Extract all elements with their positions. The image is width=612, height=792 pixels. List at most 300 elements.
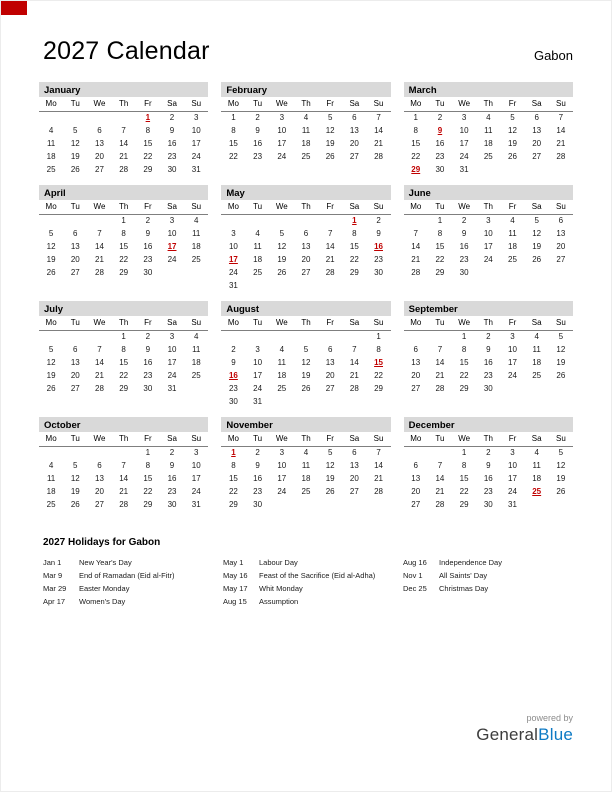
day-cell — [366, 498, 390, 511]
day-cell: 26 — [70, 500, 80, 509]
day-cell: 7 — [437, 461, 443, 470]
day-cell — [184, 382, 208, 395]
day-cell: 1 — [352, 216, 357, 226]
day-cell — [294, 395, 318, 408]
holiday-item — [43, 569, 213, 582]
day-cell: 15 — [459, 358, 469, 367]
day-cell: 21 — [435, 371, 445, 380]
day-cell: 25 — [532, 487, 542, 496]
day-cell: 20 — [349, 474, 359, 483]
day-cell: 31 — [228, 281, 238, 290]
day-cell: 1 — [461, 332, 467, 342]
day-cell: 6 — [97, 461, 102, 470]
day-cell: 23 — [483, 487, 493, 496]
day-cell: 6 — [73, 345, 78, 354]
day-cell: 27 — [70, 268, 80, 277]
month-title: October — [39, 417, 208, 432]
day-cell: 27 — [70, 384, 80, 393]
month-title: January — [39, 82, 208, 97]
month-september — [404, 301, 573, 395]
weekday-label: Su — [366, 316, 390, 330]
day-cell: 16 — [253, 139, 263, 148]
day-cell: 11 — [484, 126, 493, 135]
day-cell — [342, 498, 366, 511]
day-cell: 30 — [167, 500, 177, 509]
holiday-date: May 17 — [223, 584, 248, 593]
holiday-name: End of Ramadan (Eid al-Fitr) — [79, 571, 175, 580]
weekday-label: Fr — [500, 97, 524, 111]
weekday-label: Mo — [221, 316, 245, 330]
day-cell: 24 — [191, 152, 201, 161]
day-cell: 18 — [532, 358, 542, 367]
day-cell: 25 — [191, 255, 201, 264]
weekday-label: Tu — [246, 97, 270, 111]
day-cell: 13 — [95, 474, 104, 483]
month-may — [221, 185, 390, 292]
day-cell: 18 — [253, 255, 263, 264]
day-cell — [366, 279, 390, 292]
holiday-name: Independence Day — [439, 558, 502, 567]
day-cell: 18 — [532, 474, 542, 483]
day-cell: 6 — [303, 229, 309, 238]
month-title: May — [221, 185, 390, 200]
weekday-label: Mo — [221, 97, 245, 111]
day-cell — [160, 266, 184, 279]
holiday-column — [403, 556, 573, 595]
day-cell: 5 — [534, 216, 539, 226]
weekday-label: We — [270, 200, 294, 214]
weekday-label: Sa — [160, 432, 184, 446]
day-cell: 25 — [301, 152, 311, 161]
weekday-label: Sa — [342, 200, 366, 214]
holiday-item — [223, 569, 393, 582]
weekday-label: Sa — [525, 97, 549, 111]
holiday-item — [223, 556, 393, 569]
month-october — [39, 417, 208, 511]
day-cell: 4 — [48, 126, 54, 135]
day-cell — [525, 266, 549, 279]
holiday-column — [43, 556, 213, 608]
day-cell: 11 — [301, 126, 311, 135]
holiday-item — [43, 595, 213, 608]
holiday-name: Assumption — [259, 597, 299, 606]
day-cell: 26 — [70, 165, 80, 174]
day-cell: 20 — [349, 139, 359, 148]
day-cell — [428, 446, 452, 459]
day-cell: 25 — [277, 384, 287, 393]
day-cell: 30 — [374, 268, 383, 277]
weekday-label: Su — [549, 316, 573, 330]
day-cell — [294, 330, 318, 343]
day-cell: 26 — [556, 371, 566, 380]
day-cell: 9 — [486, 461, 491, 470]
month-table — [404, 97, 573, 176]
day-cell: 6 — [413, 461, 418, 470]
day-cell: 17 — [483, 242, 493, 251]
day-cell: 30 — [483, 384, 493, 393]
day-cell: 8 — [461, 461, 467, 470]
month-january — [39, 82, 208, 176]
day-cell — [525, 163, 549, 176]
month-title: March — [404, 82, 573, 97]
month-march — [404, 82, 573, 176]
day-cell: 27 — [95, 500, 104, 509]
day-cell: 15 — [228, 474, 238, 483]
day-cell: 17 — [253, 371, 263, 380]
day-cell: 14 — [119, 139, 129, 148]
weekday-label: Fr — [136, 97, 160, 111]
weekday-label: Tu — [428, 200, 452, 214]
holidays-columns — [43, 556, 573, 608]
holidays-section — [43, 537, 573, 608]
day-cell — [184, 266, 208, 279]
day-cell: 9 — [255, 461, 260, 470]
holiday-date: Nov 1 — [403, 571, 423, 580]
day-cell: 28 — [374, 152, 383, 161]
day-cell: 17 — [228, 255, 238, 264]
day-cell: 28 — [119, 500, 129, 509]
day-cell: 15 — [459, 474, 469, 483]
day-cell: 15 — [349, 242, 359, 251]
day-cell: 15 — [228, 139, 238, 148]
day-cell: 3 — [486, 216, 491, 226]
day-cell — [342, 395, 366, 408]
weekday-label: Su — [184, 97, 208, 111]
day-cell: 31 — [253, 397, 263, 406]
day-cell: 18 — [508, 242, 517, 251]
day-cell: 12 — [532, 229, 542, 238]
holiday-name: Christmas Day — [439, 584, 489, 593]
month-title: June — [404, 185, 573, 200]
day-cell: 7 — [376, 448, 381, 458]
day-cell: 10 — [277, 126, 287, 135]
day-cell: 20 — [411, 487, 421, 496]
day-cell — [366, 395, 390, 408]
day-cell: 8 — [437, 229, 443, 238]
day-cell: 19 — [70, 152, 80, 161]
day-cell: 16 — [167, 474, 177, 483]
day-cell: 12 — [46, 242, 56, 251]
weekday-label: Fr — [318, 316, 342, 330]
day-cell: 5 — [303, 345, 309, 354]
holiday-name: Labour Day — [259, 558, 298, 567]
month-title: April — [39, 185, 208, 200]
day-cell: 10 — [228, 242, 238, 251]
day-cell: 21 — [119, 487, 129, 496]
holiday-item — [43, 582, 213, 595]
day-cell: 25 — [253, 268, 263, 277]
weekday-label: Tu — [63, 316, 87, 330]
month-table — [404, 316, 573, 395]
day-cell: 5 — [48, 345, 54, 354]
day-cell: 10 — [253, 358, 263, 367]
day-cell — [318, 279, 342, 292]
day-cell: 13 — [349, 461, 359, 470]
day-cell: 29 — [119, 268, 129, 277]
day-cell: 17 — [277, 139, 287, 148]
day-cell: 17 — [277, 474, 287, 483]
day-cell: 16 — [167, 139, 177, 148]
day-cell — [221, 214, 245, 227]
day-cell: 10 — [508, 345, 517, 354]
day-cell: 23 — [143, 255, 153, 264]
weekday-label: Fr — [318, 200, 342, 214]
day-cell: 14 — [325, 242, 335, 251]
weekday-label: We — [87, 316, 111, 330]
weekday-label: Th — [476, 316, 500, 330]
day-cell: 7 — [413, 229, 418, 238]
day-cell: 29 — [119, 384, 129, 393]
day-cell: 5 — [73, 126, 78, 135]
day-cell — [294, 498, 318, 511]
weekday-label: Sa — [160, 316, 184, 330]
day-cell — [63, 111, 87, 124]
day-cell: 6 — [352, 113, 357, 123]
day-cell: 3 — [461, 113, 467, 123]
day-cell: 29 — [411, 165, 421, 174]
weekday-label: Su — [549, 432, 573, 446]
holiday-date: Aug 16 — [403, 558, 427, 567]
day-cell: 9 — [145, 345, 151, 354]
weekday-label: Sa — [525, 316, 549, 330]
month-table — [221, 97, 390, 163]
weekday-label: Tu — [246, 200, 270, 214]
months-grid — [39, 82, 573, 511]
day-cell — [404, 214, 428, 227]
day-cell: 12 — [277, 242, 287, 251]
weekday-label: Th — [476, 432, 500, 446]
day-cell — [270, 214, 294, 227]
day-cell: 7 — [97, 229, 102, 238]
day-cell: 1 — [121, 216, 126, 226]
day-cell — [221, 330, 245, 343]
day-cell: 3 — [194, 113, 199, 123]
day-cell: 17 — [191, 474, 201, 483]
holiday-name: Easter Monday — [79, 584, 130, 593]
day-cell: 28 — [556, 152, 566, 161]
day-cell: 23 — [253, 487, 263, 496]
day-cell: 26 — [532, 255, 542, 264]
day-cell: 29 — [143, 165, 153, 174]
day-cell: 28 — [95, 268, 104, 277]
day-cell: 26 — [46, 268, 56, 277]
day-cell: 18 — [301, 474, 311, 483]
day-cell: 28 — [95, 384, 104, 393]
day-cell: 22 — [228, 487, 238, 496]
day-cell: 19 — [301, 371, 311, 380]
day-cell: 8 — [461, 345, 467, 354]
month-table — [39, 316, 208, 395]
day-cell: 6 — [413, 345, 418, 354]
day-cell — [476, 163, 500, 176]
weekday-label: Fr — [318, 432, 342, 446]
day-cell: 18 — [46, 152, 56, 161]
holiday-name: Feast of the Sacrifice (Eid al-Adha) — [259, 571, 376, 580]
holidays-title: 2027 Holidays for Gabon — [43, 537, 161, 548]
day-cell: 5 — [558, 332, 564, 342]
day-cell — [342, 279, 366, 292]
day-cell: 10 — [277, 461, 287, 470]
day-cell: 21 — [556, 139, 566, 148]
day-cell: 4 — [279, 345, 285, 354]
day-cell: 20 — [532, 139, 542, 148]
day-cell: 16 — [143, 242, 153, 251]
day-cell: 20 — [95, 487, 104, 496]
weekday-label: Mo — [404, 97, 428, 111]
day-cell: 1 — [121, 332, 126, 342]
day-cell: 14 — [556, 126, 566, 135]
day-cell: 23 — [167, 487, 177, 496]
weekday-label: Th — [112, 316, 136, 330]
holiday-item — [403, 582, 573, 595]
day-cell — [39, 330, 63, 343]
day-cell: 2 — [169, 113, 175, 123]
day-cell: 20 — [301, 255, 311, 264]
day-cell: 20 — [70, 255, 80, 264]
day-cell: 12 — [508, 126, 517, 135]
month-table — [404, 200, 573, 279]
day-cell: 8 — [145, 461, 151, 470]
day-cell: 7 — [97, 345, 102, 354]
holiday-item — [403, 556, 573, 569]
day-cell: 4 — [194, 216, 199, 226]
weekday-label: Mo — [39, 432, 63, 446]
weekday-label: Mo — [39, 97, 63, 111]
holiday-item — [403, 569, 573, 582]
day-cell: 6 — [534, 113, 539, 123]
day-cell: 2 — [255, 113, 260, 123]
day-cell: 5 — [510, 113, 515, 123]
day-cell: 26 — [556, 487, 566, 496]
day-cell: 27 — [556, 255, 566, 264]
day-cell: 7 — [558, 113, 564, 123]
weekday-label: Su — [366, 97, 390, 111]
month-title: December — [404, 417, 573, 432]
day-cell: 29 — [143, 500, 153, 509]
weekday-label: Mo — [404, 432, 428, 446]
day-cell — [39, 111, 63, 124]
day-cell: 3 — [231, 229, 236, 238]
day-cell — [294, 214, 318, 227]
day-cell: 30 — [167, 165, 177, 174]
day-cell: 19 — [556, 474, 566, 483]
day-cell: 25 — [532, 371, 542, 380]
day-cell: 8 — [231, 461, 236, 470]
day-cell: 2 — [145, 216, 151, 226]
day-cell: 20 — [325, 371, 335, 380]
day-cell: 9 — [376, 229, 381, 238]
day-cell: 1 — [437, 216, 443, 226]
day-cell: 2 — [255, 448, 260, 458]
day-cell: 24 — [508, 371, 517, 380]
day-cell: 4 — [194, 332, 199, 342]
day-cell — [246, 214, 270, 227]
weekday-label: We — [87, 200, 111, 214]
day-cell: 22 — [459, 487, 469, 496]
holiday-date: Dec 25 — [403, 584, 427, 593]
day-cell: 2 — [231, 345, 236, 354]
day-cell: 24 — [277, 487, 287, 496]
month-april — [39, 185, 208, 279]
day-cell — [525, 382, 549, 395]
day-cell: 24 — [167, 371, 177, 380]
day-cell — [404, 330, 428, 343]
day-cell: 6 — [352, 448, 357, 458]
day-cell: 31 — [191, 500, 201, 509]
weekday-label: Tu — [428, 97, 452, 111]
holiday-name: Women's Day — [79, 597, 126, 606]
day-cell: 18 — [483, 139, 493, 148]
month-table — [404, 432, 573, 511]
month-table — [221, 432, 390, 511]
month-table — [39, 200, 208, 279]
day-cell: 25 — [508, 255, 517, 264]
weekday-label: Sa — [160, 200, 184, 214]
day-cell: 21 — [349, 371, 359, 380]
holiday-item — [223, 595, 393, 608]
day-cell: 15 — [143, 474, 153, 483]
day-cell — [549, 498, 573, 511]
day-cell: 10 — [191, 126, 201, 135]
weekday-label: Fr — [136, 200, 160, 214]
weekday-label: Th — [294, 432, 318, 446]
day-cell — [404, 446, 428, 459]
day-cell: 16 — [228, 371, 238, 380]
day-cell: 25 — [46, 500, 56, 509]
weekday-label: Su — [366, 432, 390, 446]
day-cell: 13 — [411, 474, 421, 483]
weekday-label: Mo — [404, 200, 428, 214]
day-cell: 9 — [437, 126, 443, 135]
day-cell: 12 — [70, 139, 80, 148]
day-cell: 13 — [325, 358, 335, 367]
day-cell — [500, 266, 524, 279]
weekday-label: We — [452, 432, 476, 446]
weekday-label: Th — [112, 97, 136, 111]
day-cell — [549, 163, 573, 176]
day-cell: 29 — [459, 384, 469, 393]
weekday-label: Sa — [342, 316, 366, 330]
day-cell — [63, 446, 87, 459]
day-cell: 26 — [277, 268, 287, 277]
day-cell: 23 — [435, 152, 445, 161]
day-cell: 29 — [435, 268, 445, 277]
day-cell: 15 — [143, 139, 153, 148]
weekday-label: Tu — [63, 97, 87, 111]
day-cell: 23 — [483, 371, 493, 380]
day-cell: 3 — [169, 332, 175, 342]
day-cell: 29 — [459, 500, 469, 509]
day-cell — [525, 498, 549, 511]
day-cell: 28 — [411, 268, 421, 277]
day-cell: 4 — [303, 113, 309, 123]
weekday-label: Mo — [404, 316, 428, 330]
day-cell: 4 — [510, 216, 515, 226]
day-cell: 2 — [461, 216, 467, 226]
day-cell — [270, 498, 294, 511]
day-cell: 22 — [349, 255, 359, 264]
day-cell: 8 — [352, 229, 357, 238]
holiday-name: Whit Monday — [259, 584, 303, 593]
month-november — [221, 417, 390, 511]
day-cell: 11 — [253, 242, 262, 251]
day-cell: 7 — [352, 345, 357, 354]
weekday-label: Sa — [342, 432, 366, 446]
day-cell: 20 — [95, 152, 104, 161]
day-cell: 19 — [277, 255, 287, 264]
weekday-label: Su — [184, 316, 208, 330]
day-cell: 2 — [486, 332, 491, 342]
